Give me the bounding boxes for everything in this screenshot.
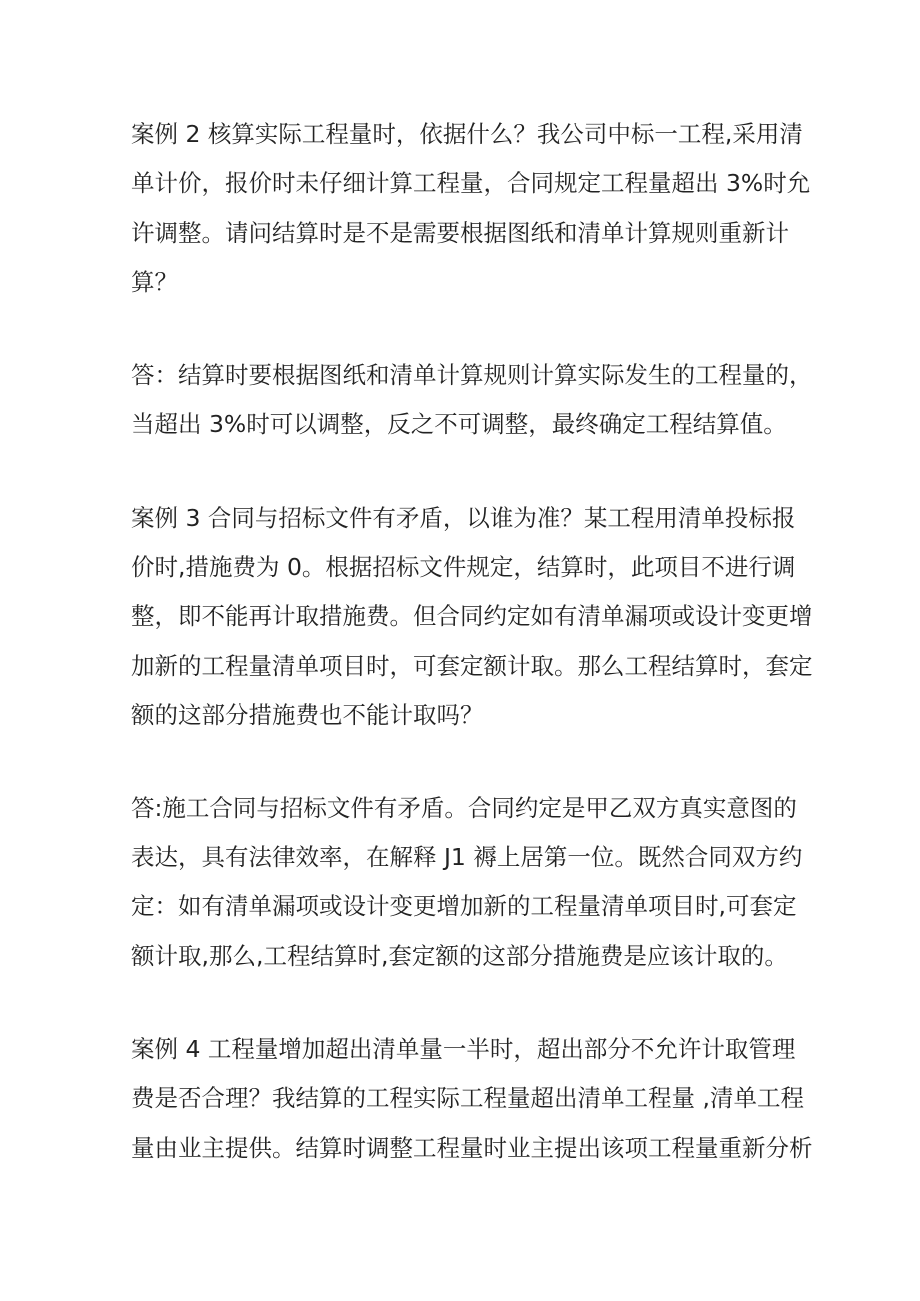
text-line: 额计取,那么,工程结算时,套定额的这部分措施费是应该计取的。 bbox=[131, 942, 788, 970]
text-line: 案例 4 工程量增加超出清单量一半时，超出部分不允许计取管理 bbox=[131, 1035, 796, 1063]
text-line: 答:施工合同与招标文件有矛盾。合同约定是甲乙双方真实意图的 bbox=[131, 794, 797, 822]
text-line: 案例 2 核算实际工程量时，依据什么？我公司中标一工程,采用清 bbox=[131, 120, 803, 148]
text-line: 价时,措施费为 0。根据招标文件规定，结算时，此项目不进行调 bbox=[131, 553, 796, 581]
text-line: 许调整。请问结算时是不是需要根据图纸和清单计算规则重新计 bbox=[131, 219, 789, 247]
text-line: 案例 3 合同与招标文件有矛盾，以谁为准？某工程用清单投标报 bbox=[131, 504, 796, 532]
text-line: 额的这部分措施费也不能计取吗？ bbox=[131, 701, 484, 729]
text-line: 答：结算时要根据图纸和清单计算规则计算实际发生的工程量的， bbox=[131, 361, 813, 389]
text-line: 算？ bbox=[131, 268, 178, 296]
text-line: 量由业主提供。结算时调整工程量时业主提出该项工程量重新分析 bbox=[131, 1134, 813, 1162]
text-line: 单计价，报价时未仔细计算工程量，合同规定工程量超出 3%时允 bbox=[131, 169, 811, 197]
text-line: 表达，具有法律效率，在解释 J1 褥上居第一位。既然合同双方约 bbox=[131, 843, 803, 871]
text-line: 加新的工程量清单项目时，可套定额计取。那么工程结算时，套定 bbox=[131, 652, 813, 680]
text-line: 当超出 3%时可以调整，反之不可调整，最终确定工程结算值。 bbox=[131, 410, 787, 438]
text-line: 定：如有清单漏项或设计变更增加新的工程量清单项目时,可套定 bbox=[131, 892, 797, 920]
text-line: 费是否合理？我结算的工程实际工程量超出清单工程量 ,清单工程 bbox=[131, 1084, 804, 1112]
text-line: 整，即不能再计取措施费。但合同约定如有清单漏项或设计变更增 bbox=[131, 602, 813, 630]
